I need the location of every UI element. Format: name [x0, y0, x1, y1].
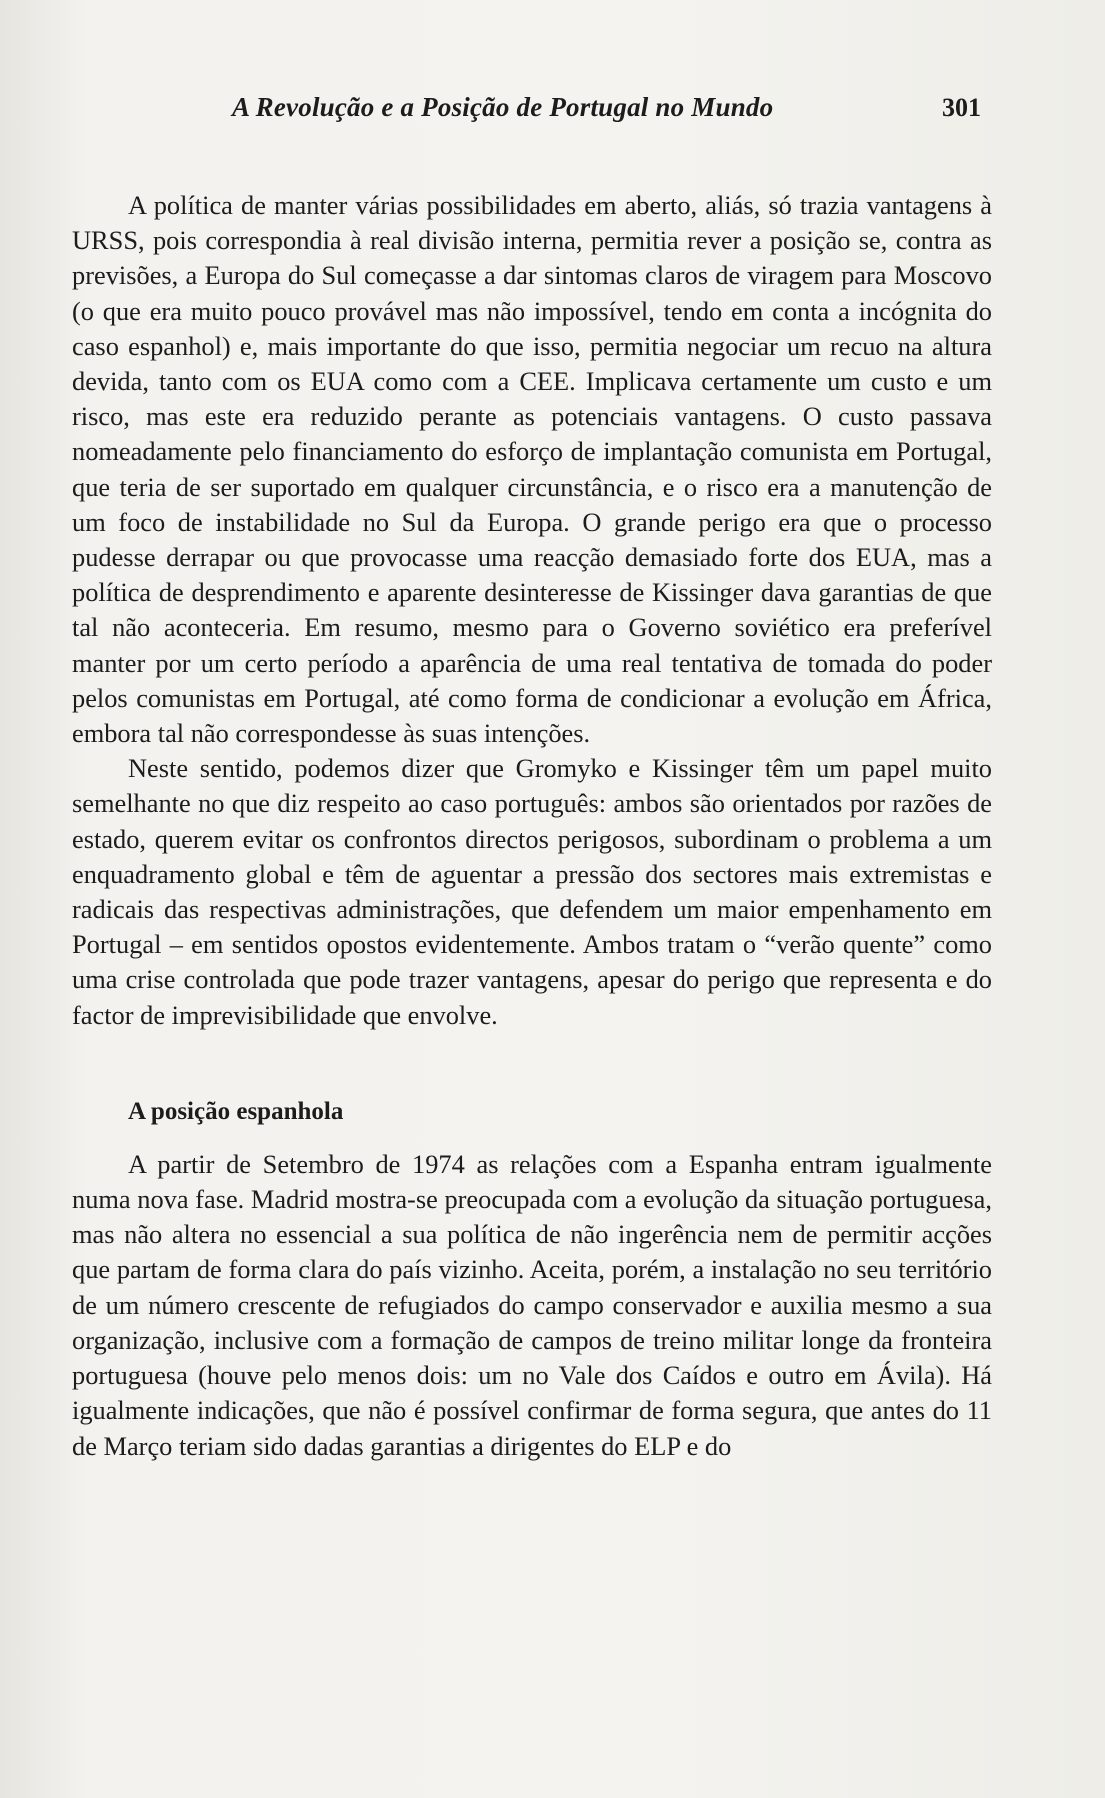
- running-title: A Revolução e a Posição de Portugal no Mundo: [232, 92, 774, 122]
- paragraph-gromyko-kissinger: Neste sentido, podemos dizer que Gromyko e Kissinger têm um papel muito semelhante no que diz respeito ao caso português: ambos são orientados por razões de estado, querem evitar os confrontos directos perigosos, subordinam o problema a um enquadramento global e têm de aguentar a pressão dos sectores mais extremistas e radicais das respectivas administrações, que defendem um maior empenhamento em Portugal – em sentidos opostos evidentemente. Ambos tratam o “verão quente” como uma crise controlada que pode trazer vantagens, apesar do perigo que representa e do factor de imprevisibilidade que envolve.: [72, 753, 992, 1030]
- section-heading: A posição espanhola: [128, 1097, 344, 1125]
- paragraph-urss-policy: A política de manter várias possibilidades em aberto, aliás, só trazia vantagens à URSS, pois correspondia à real divisão interna, permitia rever a posição se, contra as previsões, a Europa do Sul começasse a dar sintomas claros de viragem para Moscovo (o que era muito pouco provável mas não impossível, tendo em conta a incógnita do caso espanhol) e, mais importante do que isso, permitia negociar um recuo na altura devida, tanto com os EUA como com a CEE. Implicava certamente um custo e um risco, mas este era reduzido perante as potenciais vantagens. O custo passava nomeadamente pelo financiamento do esforço de implantação comunista em Portugal, que teria de ser suportado em qualquer circunstância, e o risco era a manutenção de um foco de instabilidade no Sul da Europa. O grande perigo era que o processo pudesse derrapar ou que provocasse uma reacção demasiado forte dos EUA, mas a política de desprendimento e aparente desinteresse de Kissinger dava garantias de que tal não aconteceria. Em resumo, mesmo para o Governo soviético era preferível manter por um certo período a aparência de uma real tentativa de tomada do poder pelos comunistas em Portugal, até como forma de condicionar a evolução em África, embora tal não correspondesse às suas intenções.: [72, 190, 992, 749]
- body-text: [72, 188, 992, 1464]
- page-number: 301: [942, 93, 981, 122]
- paragraph-spanish-position: A partir de Setembro de 1974 as relações com a Espanha entram igualmente numa nova fase. Madrid mostra-se preocupada com a evolução da situação portuguesa, mas não altera no essencial a sua política de não ingerência nem de permitir acções que partam de forma clara do país vizinho. Aceita, porém, a instalação no seu território de um número crescente de refugiados do campo conservador e auxilia mesmo a sua organização, inclusive com a formação de campos de treino militar longe da fronteira portuguesa (houve pelo menos dois: um no Vale dos Caídos e outro em Ávila). Há igualmente indicações, que não é possível confirmar de forma segura, que antes do 11 de Março teriam sido dadas garantias a dirigentes do ELP e do: [72, 1148, 992, 1461]
